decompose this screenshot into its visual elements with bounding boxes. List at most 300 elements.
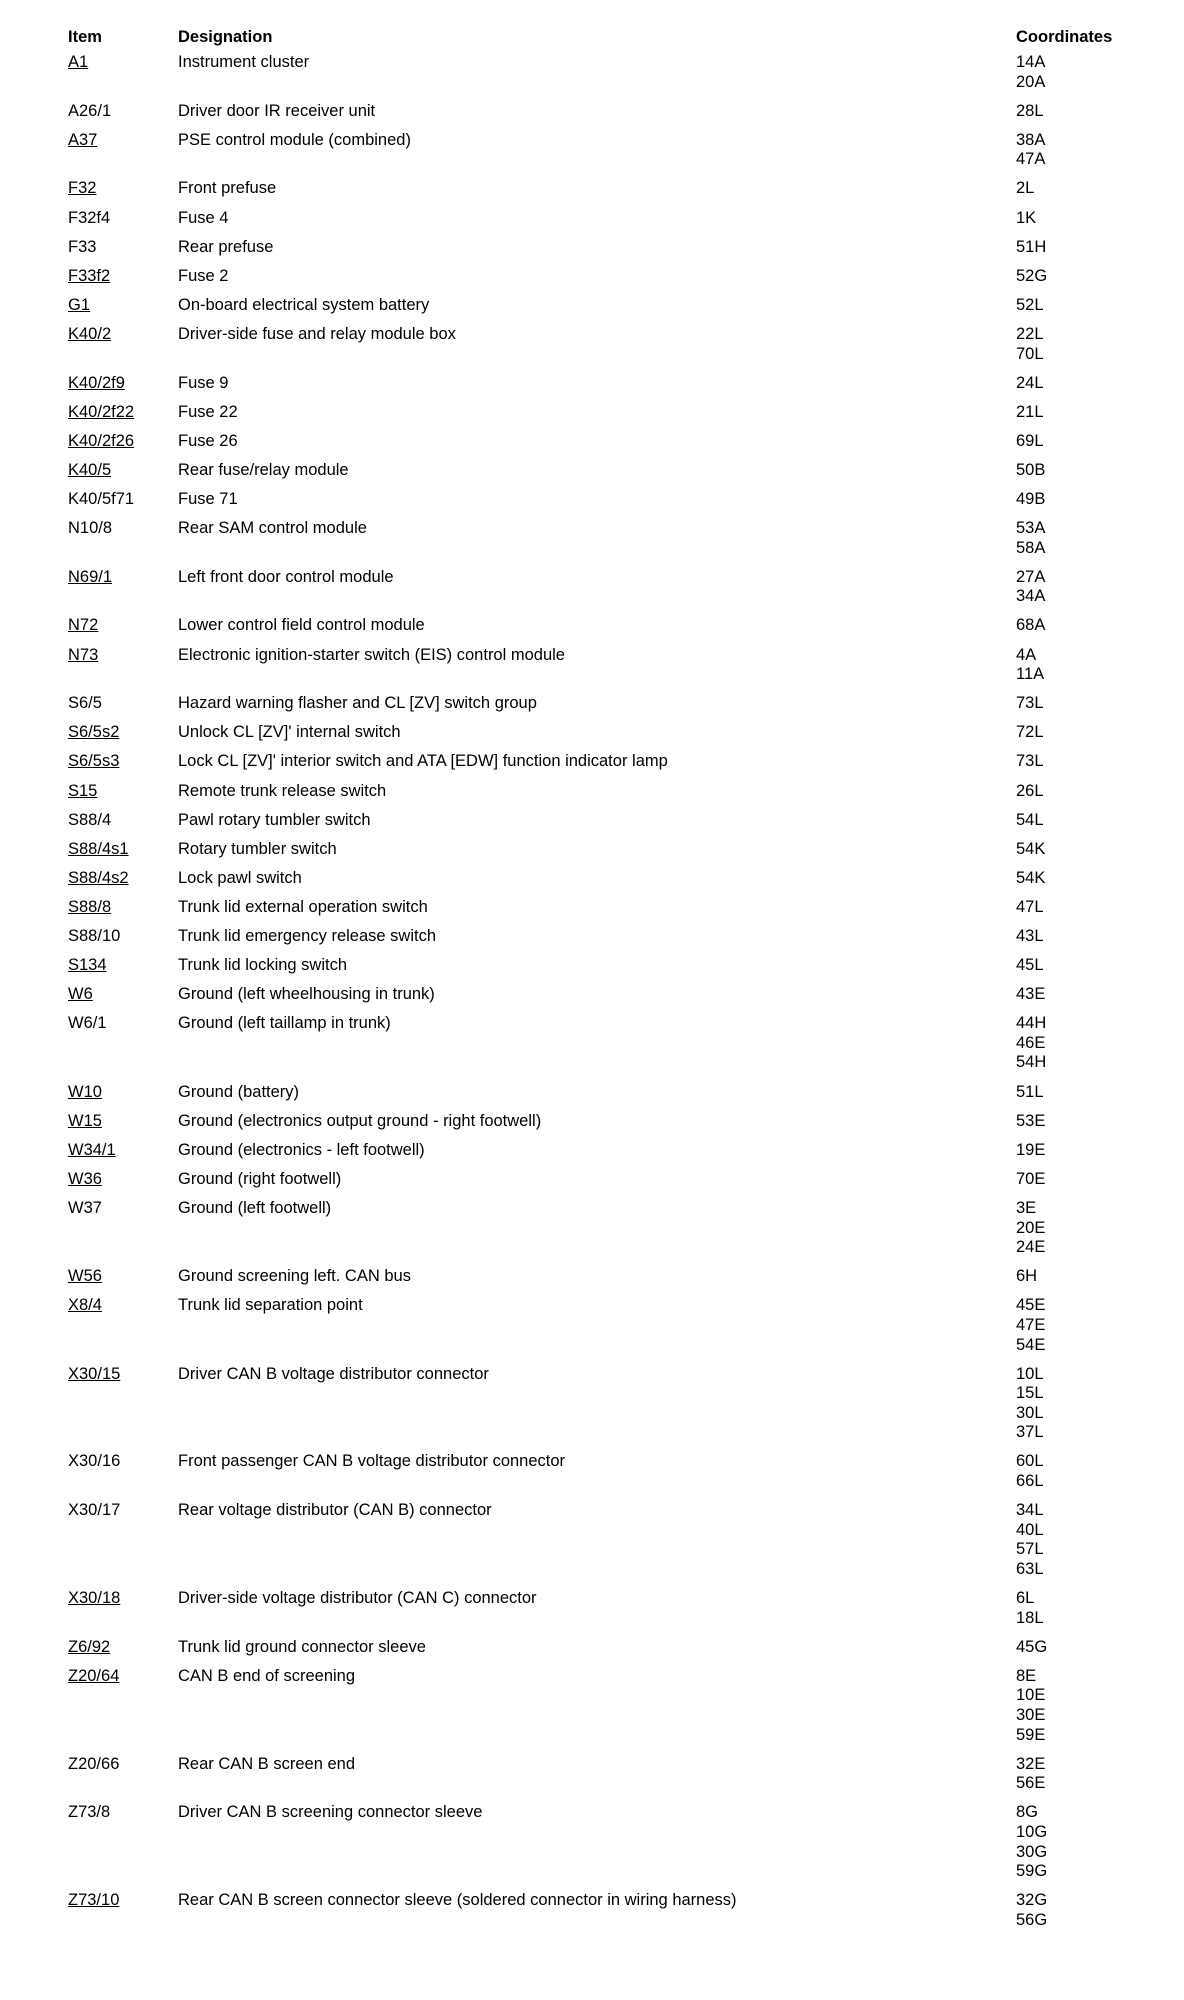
header-row [68, 28, 1128, 53]
item-cell [68, 179, 178, 208]
coordinate-value: 59G [1016, 1862, 1048, 1881]
table-row [68, 1638, 1128, 1667]
table-row [68, 840, 1128, 869]
item-cell [68, 1891, 178, 1940]
coordinates-cell [1016, 811, 1128, 840]
designation-cell: PSE control module (combined) [178, 130, 411, 149]
item-cell [68, 1452, 178, 1501]
item-cell [68, 131, 178, 180]
designation-cell: Trunk lid ground connector sleeve [178, 1637, 426, 1656]
coordinates-cell [1016, 1014, 1128, 1082]
header-designation: Designation [178, 28, 273, 46]
coordinate-value: 1K [1016, 208, 1037, 227]
designation-cell: Remote trunk release switch [178, 781, 387, 800]
designation-cell: Fuse 22 [178, 402, 238, 421]
table-row [68, 898, 1128, 927]
item-cell [68, 1112, 178, 1141]
table-row [68, 1501, 1128, 1589]
coordinate-value: 2L [1016, 179, 1035, 198]
item-code: W37 [68, 1198, 102, 1217]
table-row [68, 131, 1128, 180]
coordinate-value: 30G [1016, 1842, 1048, 1861]
item-link[interactable]: S88/8 [68, 897, 112, 916]
designation-cell: Front passenger CAN B voltage distributor connector [178, 1452, 566, 1471]
item-cell [68, 1141, 178, 1170]
coordinate-value: 32E [1016, 1754, 1046, 1773]
item-cell [68, 1803, 178, 1891]
item-link[interactable]: N69/1 [68, 567, 113, 586]
legend-body [68, 53, 1128, 1940]
coordinate-value: 63L [1016, 1559, 1044, 1578]
item-cell [68, 403, 178, 432]
designation-cell: Ground (left wheelhousing in trunk) [178, 985, 435, 1004]
item-cell [68, 1170, 178, 1199]
item-code: S88/10 [68, 927, 121, 945]
item-cell [68, 811, 178, 840]
item-cell [68, 723, 178, 752]
coordinates-cell [1016, 238, 1128, 267]
item-cell [68, 616, 178, 645]
coordinate-value: 58A [1016, 538, 1046, 557]
designation-cell: Instrument cluster [178, 53, 310, 71]
coordinates-cell [1016, 267, 1128, 296]
item-cell [68, 927, 178, 956]
table-row [68, 238, 1128, 267]
coordinate-value: 54E [1016, 1335, 1046, 1354]
coordinate-value: 20A [1016, 72, 1046, 91]
coordinate-value: 15L [1016, 1384, 1044, 1403]
table-row [68, 490, 1128, 519]
coordinate-value: 26L [1016, 781, 1044, 800]
coordinates-cell [1016, 325, 1128, 374]
coordinates-cell [1016, 694, 1128, 723]
designation-cell: Trunk lid separation point [178, 1296, 363, 1315]
coordinate-value: 20E [1016, 1218, 1046, 1237]
coordinate-value: 68A [1016, 616, 1046, 635]
coordinates-cell [1016, 1199, 1128, 1267]
header-item: Item [68, 28, 102, 46]
designation-cell: Rotary tumbler switch [178, 839, 337, 858]
coordinate-value: 10E [1016, 1686, 1046, 1705]
designation-cell: Rear voltage distributor (CAN B) connector [178, 1501, 492, 1520]
table-row [68, 1755, 1128, 1804]
item-cell [68, 1296, 178, 1364]
coordinate-value: 56E [1016, 1774, 1046, 1793]
coordinate-value: 54L [1016, 810, 1044, 829]
coordinate-value: 45L [1016, 956, 1044, 975]
table-row [68, 956, 1128, 985]
coordinate-value: 44H [1016, 1014, 1047, 1033]
item-link[interactable]: N73 [68, 645, 99, 664]
coordinate-value: 53E [1016, 1111, 1046, 1130]
table-row [68, 374, 1128, 403]
table-row [68, 927, 1128, 956]
item-link[interactable]: S6/5s3 [68, 752, 120, 771]
item-link[interactable]: W36 [68, 1169, 102, 1188]
designation-cell: Driver CAN B voltage distributor connector [178, 1364, 489, 1383]
item-cell [68, 1501, 178, 1589]
coordinates-cell [1016, 927, 1128, 956]
coordinate-value: 47E [1016, 1315, 1046, 1334]
coordinates-cell [1016, 1755, 1128, 1804]
designation-cell: Fuse 9 [178, 373, 229, 392]
item-cell [68, 461, 178, 490]
coordinates-cell [1016, 403, 1128, 432]
coordinates-cell [1016, 1803, 1128, 1891]
designation-cell: Hazard warning flasher and CL [ZV] switch group [178, 694, 537, 713]
item-link[interactable]: S134 [68, 956, 107, 975]
item-link[interactable]: A1 [68, 53, 89, 71]
item-cell [68, 898, 178, 927]
designation-cell: Driver CAN B screening connector sleeve [178, 1803, 483, 1822]
designation-cell: Rear SAM control module [178, 519, 367, 538]
item-cell [68, 519, 178, 568]
coordinate-value: 47L [1016, 897, 1044, 916]
item-link[interactable]: K40/2f22 [68, 402, 135, 421]
designation-cell: Driver door IR receiver unit [178, 101, 376, 120]
coordinates-cell [1016, 985, 1128, 1014]
coordinate-value: 11A [1016, 665, 1045, 684]
table-row [68, 1141, 1128, 1170]
coordinate-value: 66L [1016, 1472, 1044, 1491]
item-code: Z73/8 [68, 1803, 111, 1822]
coordinates-cell [1016, 209, 1128, 238]
item-link[interactable]: S88/4s1 [68, 839, 129, 858]
designation-cell: Fuse 71 [178, 490, 238, 508]
coordinates-cell [1016, 1112, 1128, 1141]
coordinate-value: 37L [1016, 1423, 1044, 1442]
coordinate-value: 10L [1016, 1364, 1044, 1383]
item-code: W6/1 [68, 1014, 107, 1033]
item-cell [68, 209, 178, 238]
coordinates-cell [1016, 1141, 1128, 1170]
coordinate-value: 50B [1016, 460, 1046, 479]
table-row [68, 811, 1128, 840]
item-link[interactable]: K40/2f26 [68, 431, 135, 450]
coordinate-value: 3E [1016, 1198, 1037, 1217]
table-row [68, 1452, 1128, 1501]
item-cell [68, 296, 178, 325]
designation-cell: Pawl rotary tumbler switch [178, 810, 371, 829]
designation-cell: Rear prefuse [178, 237, 274, 256]
coordinate-value: 40L [1016, 1520, 1044, 1539]
designation-cell: Ground (left taillamp in trunk) [178, 1014, 391, 1033]
item-link[interactable]: S6/5s2 [68, 723, 120, 742]
coordinates-cell [1016, 1170, 1128, 1199]
item-cell [68, 1589, 178, 1638]
coordinate-value: 60L [1016, 1452, 1044, 1471]
table-row [68, 1891, 1128, 1940]
coordinate-value: 24E [1016, 1238, 1046, 1257]
coordinate-value: 51H [1016, 237, 1047, 256]
designation-cell: Lock pawl switch [178, 868, 302, 887]
coordinate-value: 38A [1016, 130, 1046, 149]
table-row [68, 1112, 1128, 1141]
coordinates-cell [1016, 869, 1128, 898]
designation-cell: Electronic ignition-starter switch (EIS) control module [178, 645, 565, 664]
coordinate-value: 73L [1016, 752, 1044, 771]
item-code: K40/5f71 [68, 490, 135, 508]
table-row [68, 1267, 1128, 1296]
coordinate-value: 10G [1016, 1822, 1048, 1841]
designation-cell: Unlock CL [ZV]' internal switch [178, 723, 401, 742]
item-cell [68, 956, 178, 985]
coordinates-cell [1016, 898, 1128, 927]
table-row [68, 568, 1128, 617]
designation-cell: Fuse 2 [178, 266, 229, 285]
designation-cell: Trunk lid emergency release switch [178, 927, 436, 945]
coordinate-value: 70E [1016, 1169, 1046, 1188]
coordinate-value: 53A [1016, 519, 1046, 538]
coordinates-cell [1016, 1296, 1128, 1364]
item-link[interactable]: S88/4s2 [68, 868, 129, 887]
coordinate-value: 43L [1016, 927, 1044, 945]
coordinates-cell [1016, 616, 1128, 645]
item-code: N10/8 [68, 519, 113, 538]
item-cell [68, 985, 178, 1014]
coordinate-value: 45G [1016, 1637, 1048, 1656]
item-code: X30/16 [68, 1452, 121, 1471]
coordinate-value: 52G [1016, 266, 1048, 285]
item-link[interactable]: W56 [68, 1267, 102, 1286]
item-link[interactable]: G1 [68, 295, 91, 314]
coordinates-cell [1016, 490, 1128, 519]
legend-table [68, 28, 1128, 1940]
coordinate-value: 22L [1016, 324, 1044, 343]
coordinate-value: 8G [1016, 1803, 1039, 1822]
table-row [68, 1170, 1128, 1199]
coordinate-value: 19E [1016, 1140, 1046, 1159]
coordinates-cell [1016, 131, 1128, 180]
table-row [68, 102, 1128, 131]
item-cell [68, 432, 178, 461]
table-row [68, 782, 1128, 811]
item-link[interactable]: F32 [68, 179, 97, 198]
designation-cell: Trunk lid locking switch [178, 956, 348, 975]
table-row [68, 1803, 1128, 1891]
item-cell [68, 1365, 178, 1453]
item-cell [68, 53, 178, 102]
coordinates-cell [1016, 179, 1128, 208]
coordinate-value: 54K [1016, 868, 1046, 887]
designation-cell: Ground (left footwell) [178, 1198, 332, 1217]
coordinates-cell [1016, 1452, 1128, 1501]
coordinates-cell [1016, 568, 1128, 617]
coordinates-cell [1016, 432, 1128, 461]
coordinates-cell [1016, 1267, 1128, 1296]
item-link[interactable]: K40/2f9 [68, 373, 125, 392]
coordinates-cell [1016, 646, 1128, 695]
coordinates-cell [1016, 1501, 1128, 1589]
item-link[interactable]: F33f2 [68, 266, 111, 285]
coordinate-value: 52L [1016, 295, 1044, 314]
table-row [68, 403, 1128, 432]
coordinates-cell [1016, 782, 1128, 811]
coordinate-value: 30L [1016, 1403, 1044, 1422]
coordinate-value: 51L [1016, 1082, 1044, 1101]
coordinate-value: 56G [1016, 1910, 1048, 1929]
table-row [68, 325, 1128, 374]
coordinates-cell [1016, 1638, 1128, 1667]
table-row [68, 723, 1128, 752]
coordinate-value: 54K [1016, 839, 1046, 858]
item-cell [68, 1014, 178, 1082]
item-link[interactable]: N72 [68, 616, 99, 635]
item-cell [68, 1083, 178, 1112]
item-code: F33 [68, 237, 97, 256]
item-code: S88/4 [68, 810, 112, 829]
table-row [68, 616, 1128, 645]
table-row [68, 1589, 1128, 1638]
coordinates-cell [1016, 519, 1128, 568]
coordinate-value: 21L [1016, 402, 1044, 421]
coordinate-value: 54H [1016, 1053, 1047, 1072]
table-row [68, 694, 1128, 723]
item-link[interactable]: W6 [68, 985, 93, 1004]
item-link[interactable]: S15 [68, 781, 98, 800]
designation-cell: Lock CL [ZV]' interior switch and ATA [EDW] function indicator lamp [178, 752, 668, 771]
coordinates-cell [1016, 1083, 1128, 1112]
coordinates-cell [1016, 461, 1128, 490]
designation-cell: Ground (electronics - left footwell) [178, 1140, 425, 1159]
coordinates-cell [1016, 1891, 1128, 1940]
coordinate-value: 34L [1016, 1501, 1044, 1520]
coordinate-value: 70L [1016, 344, 1044, 363]
item-cell [68, 490, 178, 519]
designation-cell: Driver-side voltage distributor (CAN C) connector [178, 1589, 537, 1608]
designation-cell: Ground screening left. CAN bus [178, 1267, 411, 1286]
item-cell [68, 102, 178, 131]
item-cell [68, 1667, 178, 1755]
coordinates-cell [1016, 1667, 1128, 1755]
item-cell [68, 782, 178, 811]
table-row [68, 179, 1128, 208]
table-row [68, 985, 1128, 1014]
table-row [68, 519, 1128, 568]
coordinate-value: 27A [1016, 567, 1046, 586]
item-cell [68, 267, 178, 296]
coordinate-value: 34A [1016, 587, 1046, 606]
table-row [68, 1014, 1128, 1082]
designation-cell: Left front door control module [178, 567, 394, 586]
designation-cell: Ground (right footwell) [178, 1169, 342, 1188]
item-link[interactable]: Z6/92 [68, 1637, 111, 1656]
coordinate-value: 45E [1016, 1296, 1046, 1315]
designation-cell: Driver-side fuse and relay module box [178, 324, 456, 343]
coordinates-cell [1016, 1365, 1128, 1453]
designation-cell: Ground (electronics output ground - right footwell) [178, 1111, 542, 1130]
designation-cell: Rear CAN B screen connector sleeve (soldered connector in wiring harness) [178, 1891, 737, 1910]
coordinates-cell [1016, 1589, 1128, 1638]
item-link[interactable]: Z20/64 [68, 1666, 120, 1685]
designation-cell: CAN B end of screening [178, 1666, 356, 1685]
item-cell [68, 646, 178, 695]
table-row [68, 267, 1128, 296]
item-cell [68, 1199, 178, 1267]
item-link[interactable]: W10 [68, 1082, 102, 1101]
item-code: X30/17 [68, 1501, 121, 1520]
designation-cell: On-board electrical system battery [178, 295, 430, 314]
item-cell [68, 1638, 178, 1667]
header-coordinates: Coordinates [1016, 28, 1113, 46]
coordinate-value: 57L [1016, 1540, 1044, 1559]
item-link[interactable]: K40/5 [68, 460, 112, 479]
coordinates-cell [1016, 723, 1128, 752]
item-code: Z20/66 [68, 1754, 120, 1773]
item-cell [68, 752, 178, 781]
coordinate-value: 73L [1016, 694, 1044, 713]
item-link[interactable]: W15 [68, 1111, 102, 1130]
item-cell [68, 568, 178, 617]
table-row [68, 432, 1128, 461]
item-link[interactable]: Z73/10 [68, 1891, 120, 1910]
table-row [68, 53, 1128, 102]
item-link[interactable]: X8/4 [68, 1296, 102, 1315]
coordinate-value: 14A [1016, 53, 1046, 71]
item-cell [68, 374, 178, 403]
coordinates-cell [1016, 840, 1128, 869]
coordinate-value: 18L [1016, 1608, 1044, 1627]
coordinate-value: 46E [1016, 1033, 1046, 1052]
coordinate-value: 4A [1016, 645, 1037, 664]
item-link[interactable]: A37 [68, 130, 98, 149]
table-row [68, 461, 1128, 490]
coordinates-cell [1016, 956, 1128, 985]
coordinates-cell [1016, 752, 1128, 781]
item-link[interactable]: W34/1 [68, 1140, 116, 1159]
item-cell [68, 1267, 178, 1296]
coordinate-value: 49B [1016, 490, 1046, 508]
table-row [68, 1296, 1128, 1364]
designation-cell: Ground (battery) [178, 1082, 300, 1101]
item-cell [68, 694, 178, 723]
item-code: S6/5 [68, 694, 102, 713]
item-cell [68, 869, 178, 898]
coordinates-cell [1016, 374, 1128, 403]
coordinate-value: 24L [1016, 373, 1044, 392]
coordinate-value: 6L [1016, 1589, 1035, 1608]
designation-cell: Lower control field control module [178, 616, 425, 635]
table-row [68, 1199, 1128, 1267]
coordinate-value: 47A [1016, 150, 1046, 169]
table-row [68, 869, 1128, 898]
coordinate-value: 6H [1016, 1267, 1038, 1286]
designation-cell: Rear CAN B screen end [178, 1754, 355, 1773]
item-code: F32f4 [68, 208, 111, 227]
coordinates-cell [1016, 53, 1128, 102]
designation-cell: Fuse 4 [178, 208, 229, 227]
coordinate-value: 59E [1016, 1725, 1046, 1744]
coordinates-cell [1016, 102, 1128, 131]
table-row [68, 646, 1128, 695]
item-link[interactable]: K40/2 [68, 324, 112, 343]
table-row [68, 1083, 1128, 1112]
coordinate-value: 28L [1016, 101, 1044, 120]
coordinate-value: 72L [1016, 723, 1044, 742]
coordinate-value: 8E [1016, 1666, 1037, 1685]
designation-cell: Rear fuse/relay module [178, 460, 349, 479]
item-link[interactable]: X30/18 [68, 1589, 121, 1608]
designation-cell: Front prefuse [178, 179, 277, 198]
table-row [68, 209, 1128, 238]
coordinates-cell [1016, 296, 1128, 325]
table-row [68, 752, 1128, 781]
coordinate-value: 69L [1016, 431, 1044, 450]
table-row [68, 296, 1128, 325]
item-cell [68, 1755, 178, 1804]
table-row [68, 1667, 1128, 1755]
item-link[interactable]: X30/15 [68, 1364, 121, 1383]
